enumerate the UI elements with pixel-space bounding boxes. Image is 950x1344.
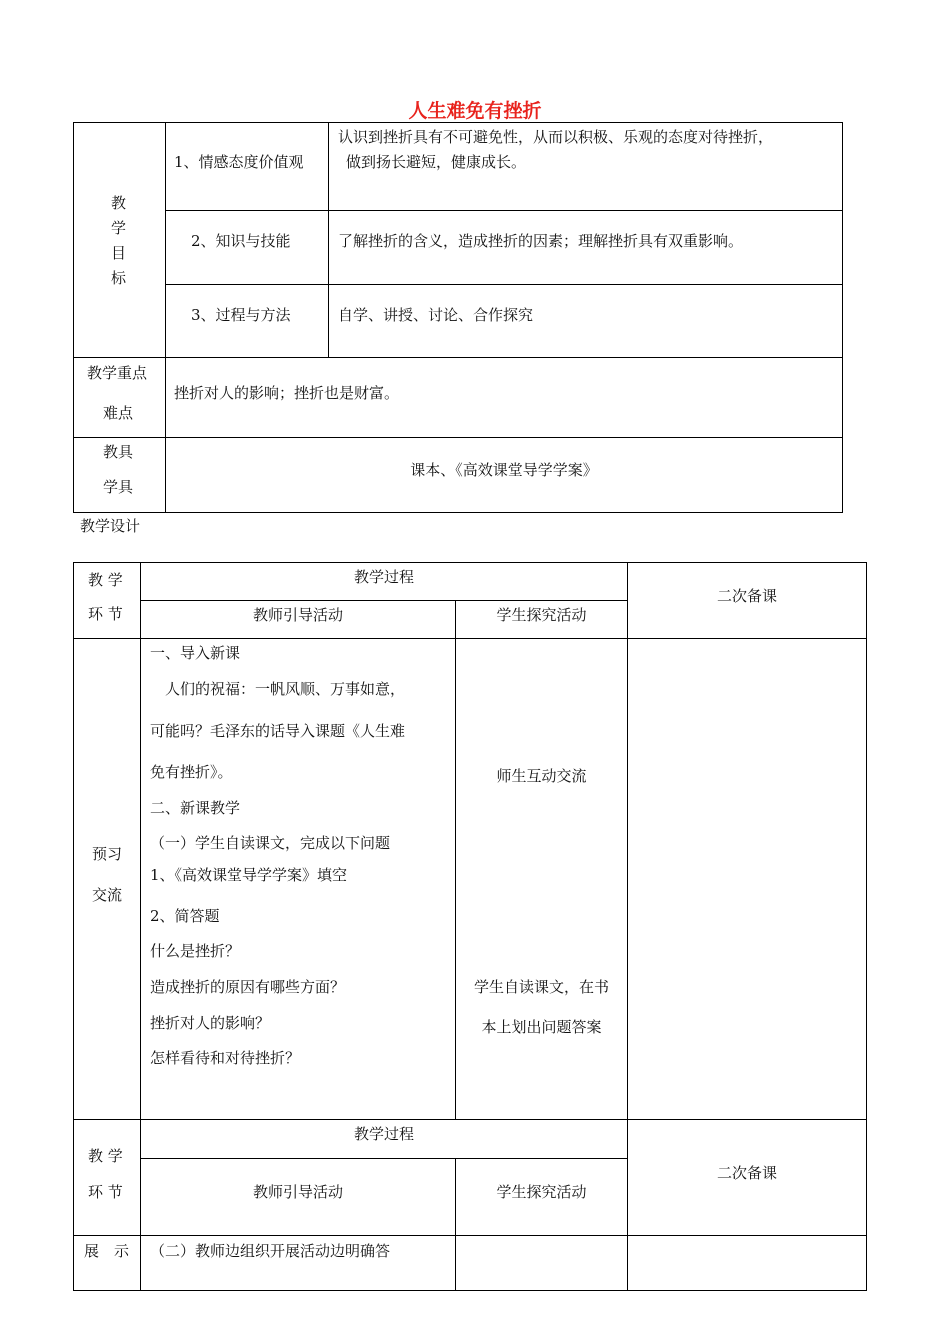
second-prep-header: 二次备课 [716, 1164, 777, 1182]
teacher-line: （二）教师边组织开展活动边明确答 [150, 1242, 391, 1260]
process-header: 教学过程 [353, 568, 414, 586]
objective-content: 做到扬长避短，健康成长。 [346, 153, 527, 171]
process-header: 教学过程 [353, 1125, 414, 1143]
teacher-line: 怎样看待和对待挫折？ [150, 1049, 301, 1067]
teacher-line: 免有挫折》。 [150, 763, 233, 781]
teacher-line: 1、《高效课堂导学学案》填空 [150, 866, 348, 884]
section-label: 交流 [92, 886, 123, 904]
tools-content: 课本、《高效课堂导学学案》 [410, 461, 598, 479]
objective-label: 3、过程与方法 [191, 306, 291, 324]
tools-label: 学具 [103, 478, 134, 496]
key-points-content: 挫折对人的影响；挫折也是财富。 [174, 384, 400, 402]
objectives-header-char: 学 [111, 219, 127, 237]
section-label: 展 示 [84, 1242, 130, 1260]
objective-content: 自学、讲授、讨论、合作探究 [338, 306, 534, 324]
teacher-line: 挫折对人的影响？ [150, 1014, 271, 1032]
objective-label: 1、情感态度价值观 [174, 153, 304, 171]
teacher-line: 造成挫折的原因有哪些方面？ [150, 978, 346, 996]
section-header: 环 节 [88, 605, 123, 623]
key-points-label: 难点 [103, 404, 134, 422]
second-prep-header: 二次备课 [716, 587, 777, 605]
teacher-line: 可能吗？毛泽东的话导入课题《人生难 [150, 722, 406, 740]
section-header: 教 学 [88, 1147, 123, 1165]
tools-label: 教具 [103, 443, 134, 461]
teacher-header: 教师引导活动 [252, 606, 343, 624]
teacher-line: 什么是挫折？ [150, 942, 241, 960]
objectives-header-char: 目 [111, 244, 127, 262]
design-label: 教学设计 [80, 517, 141, 535]
student-activity: 师生互动交流 [496, 767, 587, 785]
student-header: 学生探究活动 [496, 1183, 587, 1201]
teacher-header: 教师引导活动 [252, 1183, 343, 1201]
student-activity: 本上划出问题答案 [481, 1018, 602, 1036]
key-points-label: 教学重点 [87, 364, 148, 382]
teacher-line: 2、简答题 [150, 907, 220, 925]
section-header: 教 学 [88, 571, 123, 589]
section-label: 预习 [92, 845, 123, 863]
student-header: 学生探究活动 [496, 606, 587, 624]
teacher-line: 二、新课教学 [150, 799, 241, 817]
objective-label: 2、知识与技能 [191, 232, 291, 250]
objectives-header-char: 标 [111, 269, 127, 287]
objective-content: 认识到挫折具有不可避免性，从而以积极、乐观的态度对待挫折， [338, 128, 774, 146]
objective-content: 了解挫折的含义，造成挫折的因素；理解挫折具有双重影响。 [338, 232, 744, 250]
objectives-header-char: 教 [111, 194, 127, 212]
teacher-line: （一）学生自读课文，完成以下问题 [150, 834, 391, 852]
student-activity: 学生自读课文，在书 [473, 978, 609, 996]
page-title: 人生难免有挫折 [408, 100, 542, 122]
teacher-line: 人们的祝福：一帆风顺、万事如意， [150, 680, 406, 698]
section-header: 环 节 [88, 1183, 123, 1201]
teacher-line: 一、导入新课 [150, 644, 241, 662]
